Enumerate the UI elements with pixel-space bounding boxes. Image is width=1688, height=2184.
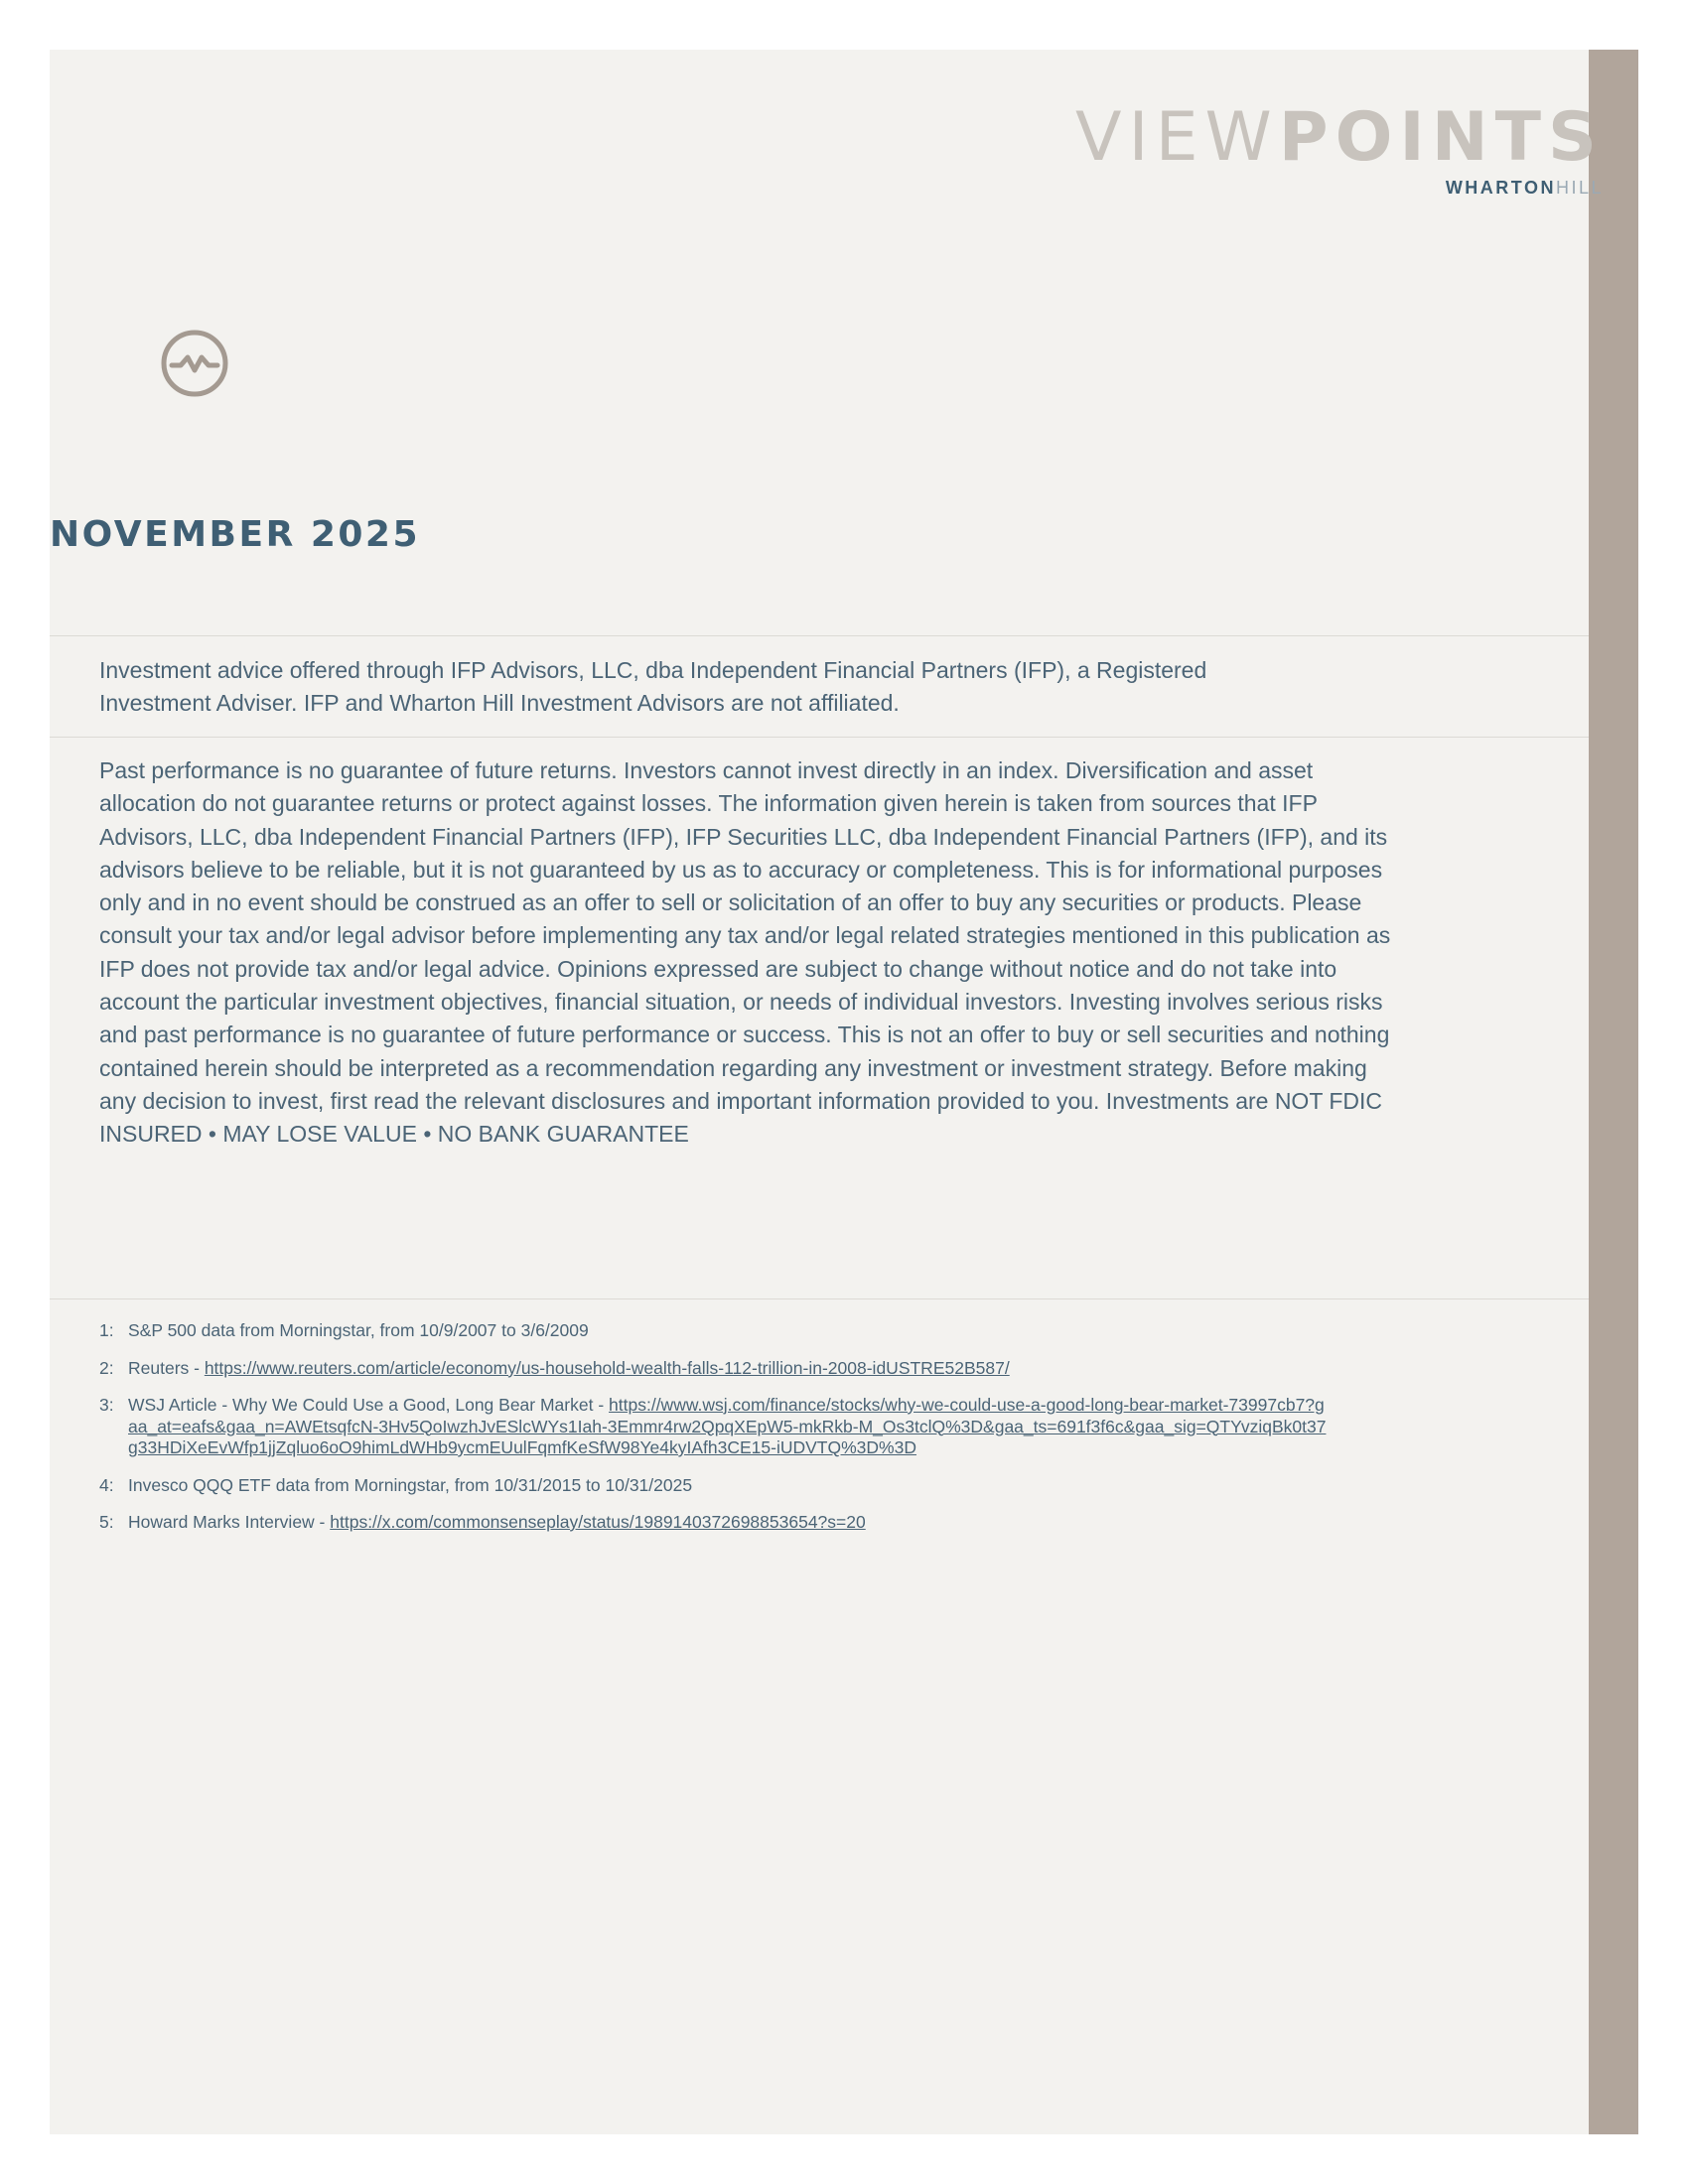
footnote-item	[99, 1512, 1331, 1534]
footnote-number: 3:	[99, 1395, 114, 1415]
wsj-article-link[interactable]: https://www.wsj.com/finance/stocks/why-we-could-use-a-good-long-bear-market-73997cb7?gaa_at=eafs&gaa_n=AWEtsqfcN-3Hv5QoIwzhJvESlcWYs1Iah-3Emmr4rw2QpqXEpW5-mkRkb-M_Os3tclQ%3D&gaa_ts=691f3f6c&gaa_sig=QTYvziqBk0t37g33HDiXeEvWfp1jjZqluo6oO9himLdWHb9ycmEUulFqmfKeSfW98Ye4kyIAfh3CE15-iUDVTQ%3D%3D	[128, 1395, 1327, 1457]
howard-marks-interview-link[interactable]: https://x.com/commonsenseplay/status/1989140372698853654?s=20	[330, 1512, 866, 1532]
footnote-source: Howard Marks Interview -	[128, 1512, 331, 1532]
footnote-source: WSJ Article - Why We Could Use a Good, Long Bear Market -	[128, 1395, 610, 1415]
brand-line	[1075, 178, 1604, 199]
footnote-number: 4:	[99, 1474, 114, 1495]
footnote-text	[128, 1395, 1331, 1459]
footnote-number: 2:	[99, 1357, 114, 1378]
brand-secondary: HILL	[1555, 178, 1604, 198]
side-accent-bar	[1589, 50, 1638, 2134]
masthead	[1075, 98, 1604, 199]
reuters-link[interactable]: https://www.reuters.com/article/economy/us-household-wealth-falls-112-trillion-in-2008-idUSTRE52B587/	[204, 1357, 1010, 1378]
divider	[50, 737, 1589, 738]
footnote-text	[128, 1320, 1331, 1342]
disclaimer-text: Past performance is no guarantee of future returns. Investors cannot invest directly in an index. Diversification and asset allocation do not guarantee returns or protect against losses. The information given herein is taken from sources that IFP Advisors, LLC, dba Independent Financial Partners (IFP), IFP Securities LLC, dba Independent Financial Partners (IFP), and its advisors believe to be reliable, but it is not guaranteed by us as to accuracy or completeness. This is for informational purposes only and in no event should be construed as an offer to sell or solicitation of an offer to buy any securities or products. Please consult your tax and/or legal advisor before implementing any tax and/or legal related strategies mentioned in this publication as IFP does not provide tax and/or legal advice. Opinions expressed are subject to change without notice and do not take into account the particular investment objectives, financial situation, or needs of individual investors. Investing involves serious risks and past performance is no guarantee of future performance or success. This is not an offer to buy or sell securities and nothing contained herein should be interpreted as a recommendation regarding any investment or investment strategy. Before making any decision to invest, first read the relevant disclosures and important information provided to you. Investments are NOT FDIC INSURED • MAY LOSE VALUE • NO BANK GUARANTEE	[99, 757, 1391, 1148]
footnote-source: Invesco QQQ ETF data from Morningstar, from 10/31/2015 to 10/31/2025	[128, 1474, 693, 1495]
divider	[50, 1298, 1589, 1299]
footnote-item	[99, 1475, 1331, 1497]
advisory-notice: Investment advice offered through IFP Advisors, LLC, dba Independent Financial Partners (IFP), a Registered Investment Adviser. IFP and Wharton Hill Investment Advisors are not affiliated.	[99, 657, 1207, 717]
wordmark-light: VIEW	[1075, 98, 1279, 177]
footnote-number: 5:	[99, 1512, 114, 1532]
footnote-item	[99, 1320, 1331, 1342]
wordmark-bold: POINTS	[1278, 98, 1604, 177]
footnote-item	[99, 1395, 1331, 1459]
footnote-text	[128, 1475, 1331, 1497]
footnote-number: 1:	[99, 1320, 114, 1340]
brand-primary: WHARTON	[1445, 178, 1556, 198]
wharton-hill-logo-icon	[159, 328, 230, 399]
issue-date: NOVEMBER 2025	[50, 514, 421, 555]
footnote-source: Reuters -	[128, 1357, 205, 1378]
footnotes-list	[99, 1320, 1331, 1550]
divider	[50, 635, 1589, 636]
footnote-text	[128, 1512, 1331, 1534]
footnote-source: S&P 500 data from Morningstar, from 10/9/2007 to 3/6/2009	[128, 1320, 589, 1340]
footnote-item	[99, 1358, 1331, 1380]
footnote-text	[128, 1358, 1331, 1380]
viewpoints-wordmark	[1075, 98, 1604, 177]
